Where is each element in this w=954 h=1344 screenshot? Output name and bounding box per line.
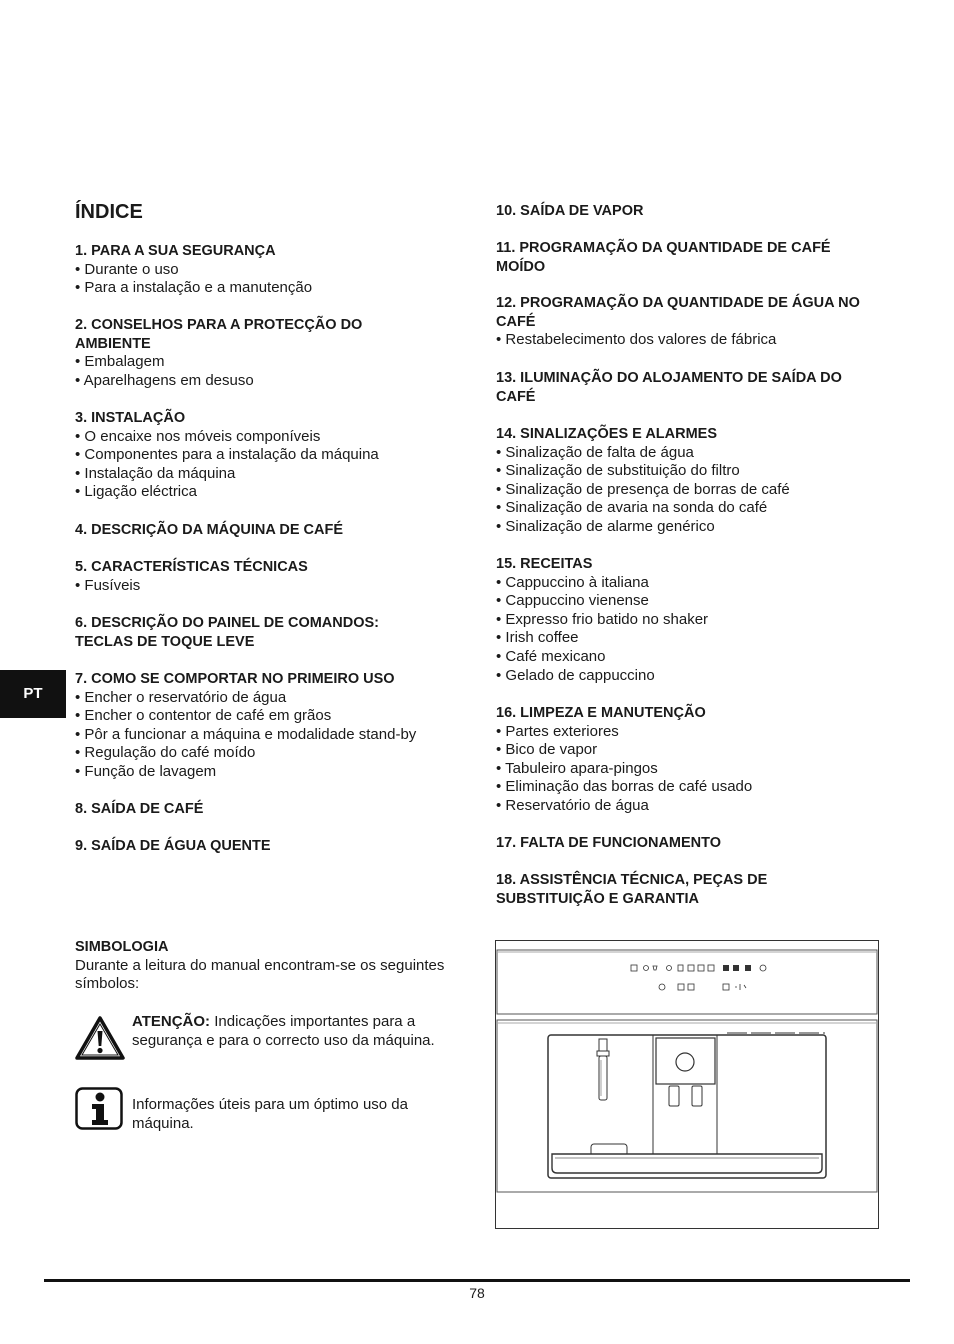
index-section (75, 800, 435, 819)
index-section (75, 558, 435, 595)
index-section (496, 555, 876, 685)
section-item: • Gelado de cappuccino (496, 666, 655, 684)
section-item: • Aparelhagens em desuso (75, 371, 254, 389)
index-section (496, 425, 876, 537)
section-item: • Encher o reservatório de água (75, 688, 287, 706)
section-item: • Café mexicano (496, 647, 606, 665)
section-item: • Sinalização de avaria na sonda do café (496, 499, 768, 517)
index-section (75, 837, 435, 856)
index-section (496, 294, 876, 350)
section-item: • Embalagem (75, 353, 165, 371)
symbology-heading: SIMBOLOGIA (75, 939, 169, 955)
section-heading: 13. ILUMINAÇÃO DO ALOJAMENTO DE SAÍDA DO CAFÉ (496, 370, 842, 405)
index-section (75, 614, 435, 651)
section-item: • Ligação eléctrica (75, 483, 197, 501)
index-section (75, 521, 435, 540)
index-section (75, 242, 435, 298)
info-icon (75, 1087, 123, 1130)
section-item: • Regulação do café moído (75, 744, 256, 762)
page-number: 78 (469, 1285, 485, 1301)
section-heading: 15. RECEITAS (496, 556, 593, 572)
section-item: • Sinalização de falta de água (496, 443, 694, 461)
section-item: • Bico de vapor (496, 741, 598, 759)
section-item: • O encaixe nos móveis componíveis (75, 427, 321, 445)
section-heading: 18. ASSISTÊNCIA TÉCNICA, PEÇAS DE SUBSTITUIÇÃO E GARANTIA (496, 872, 768, 907)
language-tab: PT (0, 670, 66, 718)
section-item: • Tabuleiro apara-pingos (496, 759, 658, 777)
page-title: ÍNDICE (75, 201, 143, 223)
section-heading: 4. DESCRIÇÃO DA MÁQUINA DE CAFÉ (75, 522, 343, 538)
section-heading: 9. SAÍDA DE ÁGUA QUENTE (75, 838, 271, 854)
info-note (75, 1087, 465, 1132)
section-heading: 1. PARA A SUA SEGURANÇA (75, 243, 276, 259)
section-item: • Sinalização de alarme genérico (496, 517, 715, 535)
section-heading: 3. INSTALAÇÃO (75, 410, 186, 426)
index-section (496, 871, 876, 908)
section-item: • Pôr a funcionar a máquina e modalidade stand-by (75, 725, 417, 743)
section-heading: 10. SAÍDA DE VAPOR (496, 203, 644, 219)
warning-text (132, 1013, 462, 1050)
index-section (496, 202, 876, 221)
section-item: • Sinalização de presença de borras de café (496, 480, 790, 498)
section-item: • Sinalização de substituição do filtro (496, 462, 740, 480)
section-item: • Reservatório de água (496, 796, 649, 814)
warning-body: Indicações importantes para a segurança e para o correcto uso da máquina. (132, 1013, 435, 1049)
symbology-intro: Durante a leitura do manual encontram-se os seguintes símbolos: (75, 956, 445, 993)
index-section (496, 239, 876, 276)
section-item: • Irish coffee (496, 629, 579, 647)
section-item: • Para a instalação e a manutenção (75, 279, 313, 297)
section-item: • Cappuccino vienense (496, 592, 649, 610)
section-heading: 11. PROGRAMAÇÃO DA QUANTIDADE DE CAFÉ MOÍDO (496, 240, 831, 275)
section-heading: 16. LIMPEZA E MANUTENÇÃO (496, 705, 706, 721)
section-heading: 7. COMO SE COMPORTAR NO PRIMEIRO USO (75, 671, 395, 687)
section-heading: 8. SAÍDA DE CAFÉ (75, 801, 204, 817)
section-heading: 2. CONSELHOS PARA A PROTECÇÃO DO AMBIENTE (75, 317, 363, 352)
index-section (496, 834, 876, 853)
index-section (496, 704, 876, 816)
section-heading: 17. FALTA DE FUNCIONAMENTO (496, 835, 722, 851)
section-item: • Encher o contentor de café em grãos (75, 707, 332, 725)
coffee-machine-illustration (495, 940, 879, 1229)
footer-rule (44, 1279, 910, 1282)
section-item: • Partes exteriores (496, 722, 619, 740)
section-item: • Função de lavagem (75, 762, 217, 780)
section-item: • Instalação da máquina (75, 464, 236, 482)
info-text: Informações úteis para um óptimo uso da máquina. (132, 1096, 408, 1132)
index-section (75, 409, 435, 502)
section-item: • Componentes para a instalação da máquina (75, 446, 379, 464)
section-heading: 6. DESCRIÇÃO DO PAINEL DE COMANDOS: TECLAS DE TOQUE LEVE (75, 615, 379, 650)
index-section (75, 316, 435, 390)
section-heading: 14. SINALIZAÇÕES E ALARMES (496, 426, 718, 442)
index-section (75, 670, 435, 782)
index-section (496, 369, 876, 406)
section-item: • Expresso frio batido no shaker (496, 610, 709, 628)
section-item: • Cappuccino à italiana (496, 573, 649, 591)
section-heading: 12. PROGRAMAÇÃO DA QUANTIDADE DE ÁGUA NO CAFÉ (496, 295, 860, 330)
section-item: • Eliminação das borras de café usado (496, 778, 753, 796)
warning-triangle-icon (75, 1015, 125, 1061)
section-item: • Durante o uso (75, 260, 179, 278)
warning-note (75, 1013, 465, 1063)
section-item: • Fusíveis (75, 576, 141, 594)
symbology-section (75, 938, 465, 994)
section-item: • Restabelecimento dos valores de fábrica (496, 331, 777, 349)
warning-label: ATENÇÃO: (132, 1013, 211, 1030)
section-heading: 5. CARACTERÍSTICAS TÉCNICAS (75, 559, 308, 575)
